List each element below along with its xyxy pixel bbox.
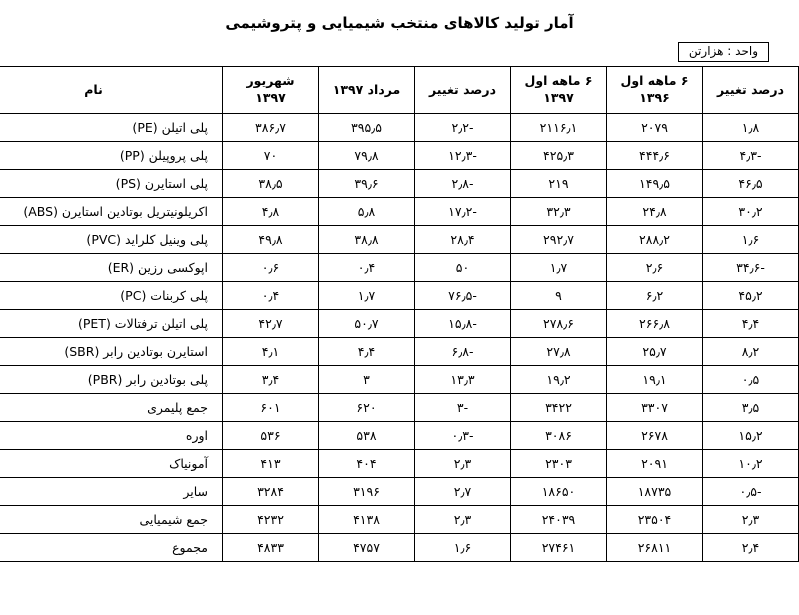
cell-change-pct-six: ۳٫۵ xyxy=(703,394,799,422)
cell-shahrivar-97: ۴۹٫۸ xyxy=(223,226,319,254)
column-header-six-month-96: ۶ ماهه اول ۱۳۹۶ xyxy=(607,67,703,114)
table-row xyxy=(0,478,799,506)
cell-change-pct-six: ۱۰٫۲ xyxy=(703,450,799,478)
document-page xyxy=(0,14,799,615)
cell-shahrivar-97: ۴۲٫۷ xyxy=(223,310,319,338)
cell-six-month-97: ۲۹۲٫۷ xyxy=(511,226,607,254)
table-row xyxy=(0,254,799,282)
cell-change-pct-month: ۲٫۳ xyxy=(415,506,511,534)
cell-shahrivar-97: ۴۱۳ xyxy=(223,450,319,478)
cell-six-month-97: ۱٫۷ xyxy=(511,254,607,282)
production-statistics-table xyxy=(0,66,799,562)
cell-change-pct-month: -۳ xyxy=(415,394,511,422)
cell-six-month-97: ۹ xyxy=(511,282,607,310)
table-header-row xyxy=(0,67,799,114)
column-header-mordad-97: مرداد ۱۳۹۷ xyxy=(319,67,415,114)
cell-name: اوره xyxy=(0,422,223,450)
cell-change-pct-month: ۱٫۶ xyxy=(415,534,511,562)
cell-name: پلی اتیلن (PE) xyxy=(0,114,223,142)
table-body xyxy=(0,114,799,562)
cell-name: جمع پلیمری xyxy=(0,394,223,422)
cell-change-pct-six: -۴٫۳ xyxy=(703,142,799,170)
cell-shahrivar-97: ۳۲۸۴ xyxy=(223,478,319,506)
cell-change-pct-six: ۸٫۲ xyxy=(703,338,799,366)
cell-change-pct-month: -۱۵٫۸ xyxy=(415,310,511,338)
cell-mordad-97: ۳۹۵٫۵ xyxy=(319,114,415,142)
cell-six-month-96: ۲۰۹۱ xyxy=(607,450,703,478)
cell-shahrivar-97: ۳۸۶٫۷ xyxy=(223,114,319,142)
cell-six-month-96: ۲۰۷۹ xyxy=(607,114,703,142)
cell-shahrivar-97: ۰٫۴ xyxy=(223,282,319,310)
table-header xyxy=(0,67,799,114)
cell-change-pct-six: ۱٫۶ xyxy=(703,226,799,254)
cell-six-month-97: ۳۲٫۳ xyxy=(511,198,607,226)
cell-shahrivar-97: ۳۸٫۵ xyxy=(223,170,319,198)
table-row xyxy=(0,226,799,254)
table-row xyxy=(0,142,799,170)
cell-change-pct-month: ۲٫۳ xyxy=(415,450,511,478)
cell-change-pct-six: ۰٫۵ xyxy=(703,366,799,394)
cell-name: استایرن بوتادین رابر (SBR) xyxy=(0,338,223,366)
cell-mordad-97: ۶۲۰ xyxy=(319,394,415,422)
column-header-six-month-97: ۶ ماهه اول ۱۳۹۷ xyxy=(511,67,607,114)
page-title: آمار تولید کالاهای منتخب شیمیایی و پتروشیمی xyxy=(225,14,574,32)
cell-mordad-97: ۷۹٫۸ xyxy=(319,142,415,170)
cell-shahrivar-97: ۰٫۶ xyxy=(223,254,319,282)
cell-six-month-97: ۲۱۹ xyxy=(511,170,607,198)
table-row xyxy=(0,282,799,310)
cell-change-pct-six: -۰٫۵ xyxy=(703,478,799,506)
cell-mordad-97: ۴۱۳۸ xyxy=(319,506,415,534)
cell-change-pct-month: -۶٫۸ xyxy=(415,338,511,366)
cell-six-month-96: ۲۳۵۰۴ xyxy=(607,506,703,534)
cell-shahrivar-97: ۴۲۳۲ xyxy=(223,506,319,534)
cell-mordad-97: ۳ xyxy=(319,366,415,394)
cell-six-month-96: ۲۶۸۱۱ xyxy=(607,534,703,562)
cell-change-pct-six: ۴۵٫۲ xyxy=(703,282,799,310)
cell-mordad-97: ۴۷۵۷ xyxy=(319,534,415,562)
cell-mordad-97: ۳۹٫۶ xyxy=(319,170,415,198)
cell-name: جمع شیمیایی xyxy=(0,506,223,534)
cell-name: پلی وینیل کلراید (PVC) xyxy=(0,226,223,254)
column-header-name: نام xyxy=(0,67,223,114)
cell-six-month-97: ۲۷۸٫۶ xyxy=(511,310,607,338)
cell-name: اکریلونیتریل بوتادین استایرن (ABS) xyxy=(0,198,223,226)
cell-change-pct-month: ۲٫۷ xyxy=(415,478,511,506)
cell-shahrivar-97: ۷۰ xyxy=(223,142,319,170)
cell-change-pct-month: -۱۲٫۳ xyxy=(415,142,511,170)
cell-six-month-96: ۱۹٫۱ xyxy=(607,366,703,394)
cell-six-month-97: ۲۳۰۳ xyxy=(511,450,607,478)
cell-change-pct-six: ۱٫۸ xyxy=(703,114,799,142)
column-header-change-pct-six: درصد تغییر xyxy=(703,67,799,114)
cell-change-pct-six: ۴٫۴ xyxy=(703,310,799,338)
table-row xyxy=(0,366,799,394)
cell-six-month-96: ۲۶۶٫۸ xyxy=(607,310,703,338)
cell-name: پلی کربنات (PC) xyxy=(0,282,223,310)
cell-shahrivar-97: ۳٫۴ xyxy=(223,366,319,394)
cell-change-pct-six: -۳۴٫۶ xyxy=(703,254,799,282)
cell-shahrivar-97: ۴۸۳۳ xyxy=(223,534,319,562)
table-row xyxy=(0,170,799,198)
cell-mordad-97: ۴٫۴ xyxy=(319,338,415,366)
cell-six-month-97: ۲۷۴۶۱ xyxy=(511,534,607,562)
cell-six-month-97: ۳۰۸۶ xyxy=(511,422,607,450)
cell-name: اپوکسی رزین (ER) xyxy=(0,254,223,282)
cell-name: پلی پروپیلن (PP) xyxy=(0,142,223,170)
cell-mordad-97: ۰٫۴ xyxy=(319,254,415,282)
table-row xyxy=(0,506,799,534)
cell-name: پلی اتیلن ترفتالات (PET) xyxy=(0,310,223,338)
cell-six-month-96: ۲۵٫۷ xyxy=(607,338,703,366)
cell-change-pct-month: ۵۰ xyxy=(415,254,511,282)
cell-change-pct-month: ۱۳٫۳ xyxy=(415,366,511,394)
cell-shahrivar-97: ۴٫۸ xyxy=(223,198,319,226)
cell-six-month-97: ۲۷٫۸ xyxy=(511,338,607,366)
cell-six-month-97: ۲۱۱۶٫۱ xyxy=(511,114,607,142)
table-row xyxy=(0,114,799,142)
cell-shahrivar-97: ۴٫۱ xyxy=(223,338,319,366)
cell-change-pct-six: ۲٫۳ xyxy=(703,506,799,534)
cell-six-month-96: ۲٫۶ xyxy=(607,254,703,282)
table-row xyxy=(0,534,799,562)
cell-mordad-97: ۳۱۹۶ xyxy=(319,478,415,506)
cell-mordad-97: ۵۳۸ xyxy=(319,422,415,450)
cell-mordad-97: ۵۰٫۷ xyxy=(319,310,415,338)
cell-six-month-97: ۲۴۰۳۹ xyxy=(511,506,607,534)
cell-change-pct-month: ۲۸٫۴ xyxy=(415,226,511,254)
cell-mordad-97: ۱٫۷ xyxy=(319,282,415,310)
cell-six-month-96: ۲۶۷۸ xyxy=(607,422,703,450)
cell-name: پلی استایرن (PS) xyxy=(0,170,223,198)
cell-change-pct-six: ۱۵٫۲ xyxy=(703,422,799,450)
cell-change-pct-six: ۳۰٫۲ xyxy=(703,198,799,226)
column-header-change-pct-month: درصد تغییر xyxy=(415,67,511,114)
cell-change-pct-month: -۱۷٫۲ xyxy=(415,198,511,226)
cell-change-pct-month: -۲٫۲ xyxy=(415,114,511,142)
cell-six-month-96: ۴۴۴٫۶ xyxy=(607,142,703,170)
table-row xyxy=(0,338,799,366)
table-row xyxy=(0,450,799,478)
table-row xyxy=(0,198,799,226)
cell-six-month-97: ۳۴۲۲ xyxy=(511,394,607,422)
cell-mordad-97: ۵٫۸ xyxy=(319,198,415,226)
table-row xyxy=(0,422,799,450)
cell-six-month-96: ۲۴٫۸ xyxy=(607,198,703,226)
cell-change-pct-month: -۰٫۳ xyxy=(415,422,511,450)
cell-change-pct-month: -۲٫۸ xyxy=(415,170,511,198)
cell-change-pct-six: ۲٫۴ xyxy=(703,534,799,562)
cell-name: آمونیاک xyxy=(0,450,223,478)
cell-six-month-96: ۳۳۰۷ xyxy=(607,394,703,422)
cell-six-month-96: ۶٫۲ xyxy=(607,282,703,310)
cell-six-month-96: ۱۸۷۳۵ xyxy=(607,478,703,506)
cell-shahrivar-97: ۵۳۶ xyxy=(223,422,319,450)
cell-change-pct-month: -۷۶٫۵ xyxy=(415,282,511,310)
table-row xyxy=(0,394,799,422)
table-row xyxy=(0,310,799,338)
unit-label: واحد : هزارتن xyxy=(678,42,769,62)
cell-change-pct-six: ۴۶٫۵ xyxy=(703,170,799,198)
unit-row xyxy=(30,42,769,62)
cell-mordad-97: ۳۸٫۸ xyxy=(319,226,415,254)
cell-name: مجموع xyxy=(0,534,223,562)
column-header-shahrivar-97: شهریور ۱۳۹۷ xyxy=(223,67,319,114)
cell-six-month-97: ۱۹٫۲ xyxy=(511,366,607,394)
cell-name: پلی بوتادین رابر (PBR) xyxy=(0,366,223,394)
cell-name: سایر xyxy=(0,478,223,506)
cell-six-month-97: ۱۸۶۵۰ xyxy=(511,478,607,506)
cell-six-month-96: ۱۴۹٫۵ xyxy=(607,170,703,198)
cell-mordad-97: ۴۰۴ xyxy=(319,450,415,478)
cell-shahrivar-97: ۶۰۱ xyxy=(223,394,319,422)
cell-six-month-96: ۲۸۸٫۲ xyxy=(607,226,703,254)
cell-six-month-97: ۴۲۵٫۳ xyxy=(511,142,607,170)
